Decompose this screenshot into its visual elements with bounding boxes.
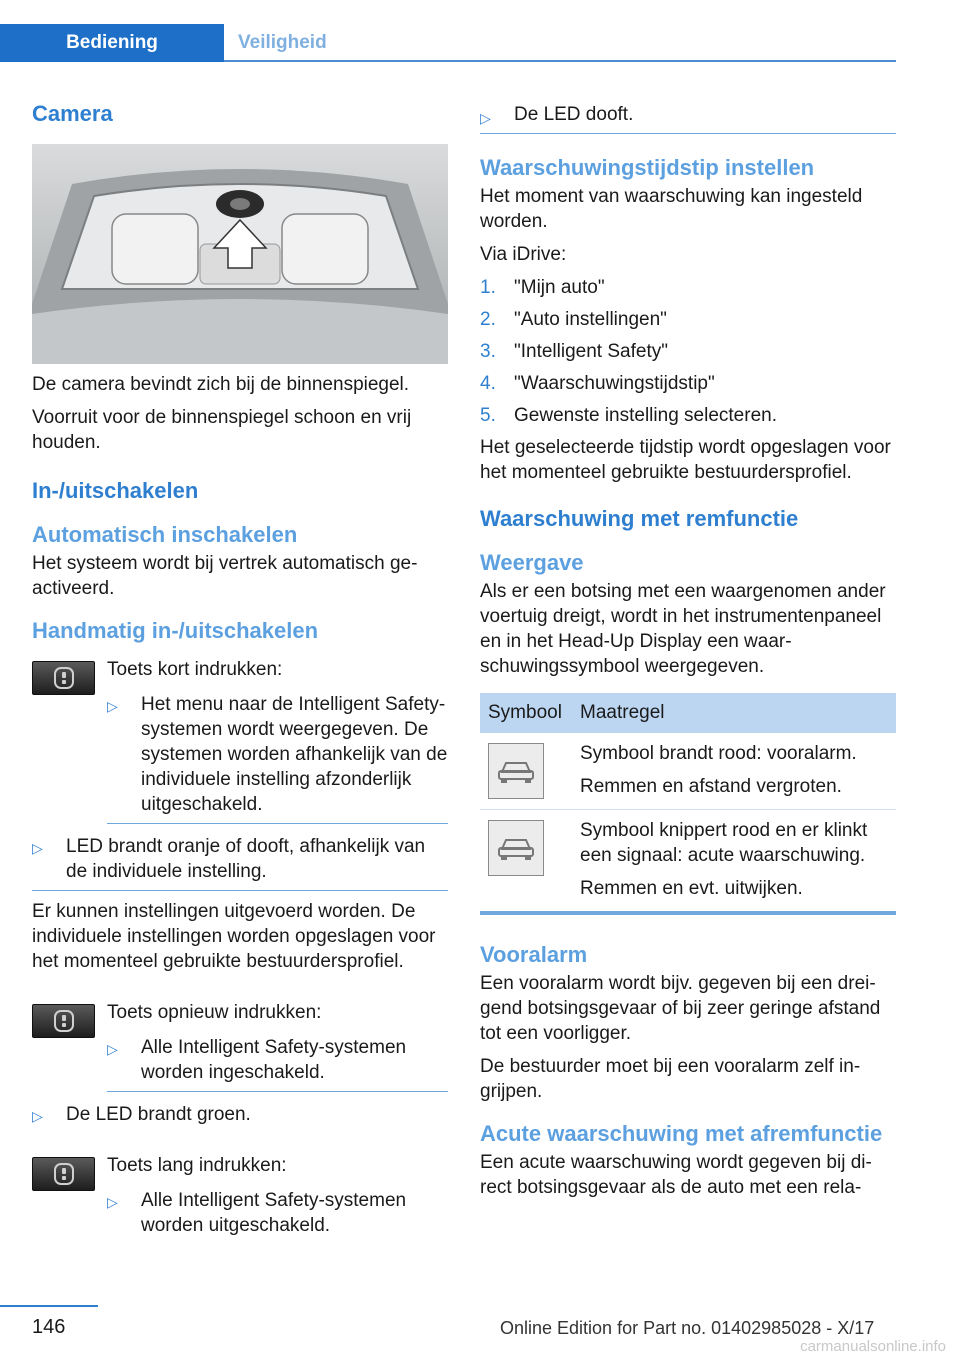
heading-automatic: Automatisch inschakelen bbox=[32, 522, 298, 547]
heading-manual: Handmatig in-/uitschakelen bbox=[32, 618, 319, 643]
camera-location-text: De camera bevindt zich bij de binnenspiegel. bbox=[32, 374, 410, 395]
list-item: 1. "Mijn auto" bbox=[480, 277, 605, 298]
list-item: ▷ Het menu naar de Intelligent Safety-systemen wordt weergegeven. De systemen worden afhankelijk van de individuele instelling afzonderlijk uitgeschakeld. bbox=[107, 688, 448, 824]
button-press-again-block bbox=[32, 1000, 448, 1092]
triangle-bullet-icon: ▷ bbox=[32, 1108, 43, 1124]
heading-camera: Camera bbox=[32, 101, 113, 126]
list-item: 4. "Waarschuwingstijdstip" bbox=[480, 373, 715, 394]
heading-acute-warning: Acute waarschuwing met afremfunctie bbox=[480, 1121, 883, 1146]
via-idrive-text: Via iDrive: bbox=[480, 244, 567, 265]
heading-prealarm: Vooralarm bbox=[480, 942, 588, 967]
tab-veiligheid[interactable]: Veiligheid bbox=[238, 32, 327, 53]
table-header-measure: Maatregel bbox=[572, 693, 896, 733]
table-header-symbol: Symbool bbox=[480, 693, 572, 733]
list-item: 2. "Auto instellingen" bbox=[480, 309, 667, 330]
heading-brake-warning: Waarschuwing met remfunctie bbox=[480, 506, 799, 531]
page-number-rule bbox=[0, 1305, 98, 1307]
warning-time-text: Het moment van waarschuwing kan ingesteld worden. bbox=[480, 186, 863, 232]
camera-clean-text: Voorruit voor de binnenspiegel schoon en vrij houden. bbox=[32, 407, 412, 453]
watermark: carmanualsonline.info bbox=[800, 1338, 946, 1355]
prealarm-text-2: De bestuurder moet bij een vooralarm zelf ingrijpen. bbox=[480, 1056, 861, 1102]
button-short-press-block bbox=[32, 657, 448, 824]
idrive-steps bbox=[480, 275, 896, 428]
tab-bediening[interactable]: Bediening bbox=[0, 24, 224, 62]
intelligent-safety-button-icon bbox=[32, 661, 95, 695]
heading-display: Weergave bbox=[480, 550, 584, 575]
page-header bbox=[0, 0, 896, 62]
prealarm-text-1: Een vooralarm wordt bijv. gegeven bij een dreigend botsingsgevaar of bij zeer geringe afstand tot een voorligger. bbox=[480, 973, 881, 1044]
heading-warning-time: Waarschuwingstijdstip instellen bbox=[480, 155, 815, 180]
triangle-bullet-icon: ▷ bbox=[107, 1194, 118, 1210]
press-again-label: Toets opnieuw indrukken: bbox=[107, 1002, 322, 1023]
list-item: ▷ Alle Intelligent Safety-systemen worden ingeschakeld. bbox=[107, 1031, 448, 1092]
long-press-label: Toets lang indrukken: bbox=[107, 1155, 287, 1176]
intelligent-safety-button-icon bbox=[32, 1004, 95, 1038]
list-item: 5. Gewenste instelling selecteren. bbox=[480, 405, 777, 426]
edition-footer: Online Edition for Part no. 01402985028 - X/17 bbox=[500, 1318, 875, 1338]
display-text: Als er een botsing met een waargenomen ander voertuig dreigt, wordt in het instrumentenpaneel en in het Head-Up Display een waarschuwingssymbool weergegeven. bbox=[480, 581, 886, 677]
saved-text: Het geselecteerde tijdstip wordt opgeslagen voor het momenteel gebruikte bestuurdersprofiel. bbox=[480, 437, 891, 483]
right-column bbox=[480, 100, 896, 1200]
settings-text: Er kunnen instellingen uitgevoerd worden. De individuele instellingen worden opgeslagen voor het momenteel gebruikte bestuurdersprofiel. bbox=[32, 901, 436, 972]
short-press-label: Toets kort indrukken: bbox=[107, 659, 283, 680]
triangle-bullet-icon: ▷ bbox=[32, 840, 43, 856]
list-item: 3. "Intelligent Safety" bbox=[480, 341, 668, 362]
automatic-text: Het systeem wordt bij vertrek automatisch geactiveerd. bbox=[32, 553, 418, 599]
triangle-bullet-icon: ▷ bbox=[107, 1041, 118, 1057]
intelligent-safety-button-icon bbox=[32, 1157, 95, 1191]
symbol-table bbox=[480, 693, 896, 915]
list-item: ▷ LED brandt oranje of dooft, afhankelijk van de individuele instelling. bbox=[32, 830, 448, 891]
list-item: ▷ Alle Intelligent Safety-systemen worden uitgeschakeld. bbox=[107, 1190, 407, 1236]
button-long-press-block bbox=[32, 1153, 448, 1242]
camera-photo bbox=[32, 144, 448, 364]
acute-warning-text: Een acute waarschuwing wordt gegeven bij direct botsingsgevaar als de auto met een rela- bbox=[480, 1152, 872, 1198]
table-row: Symbool brandt rood: vooralarm. Remmen en afstand vergroten. bbox=[480, 733, 896, 810]
car-warning-icon bbox=[488, 743, 544, 799]
triangle-bullet-icon: ▷ bbox=[480, 110, 491, 126]
heading-in-uit: In-/uitschakelen bbox=[32, 478, 199, 503]
list-item: ▷ De LED dooft. bbox=[480, 100, 896, 134]
table-row: Symbool knippert rood en er klinkt een signaal: acute waarschuwing. Remmen en evt. uitwijken. bbox=[480, 810, 896, 914]
car-warning-icon bbox=[488, 820, 544, 876]
page-number: 146 bbox=[32, 1316, 66, 1338]
list-item: ▷ De LED brandt groen. bbox=[32, 1098, 448, 1131]
triangle-bullet-icon: ▷ bbox=[107, 698, 118, 714]
left-column bbox=[32, 100, 448, 1242]
windscreen-camera-illustration bbox=[32, 144, 448, 364]
